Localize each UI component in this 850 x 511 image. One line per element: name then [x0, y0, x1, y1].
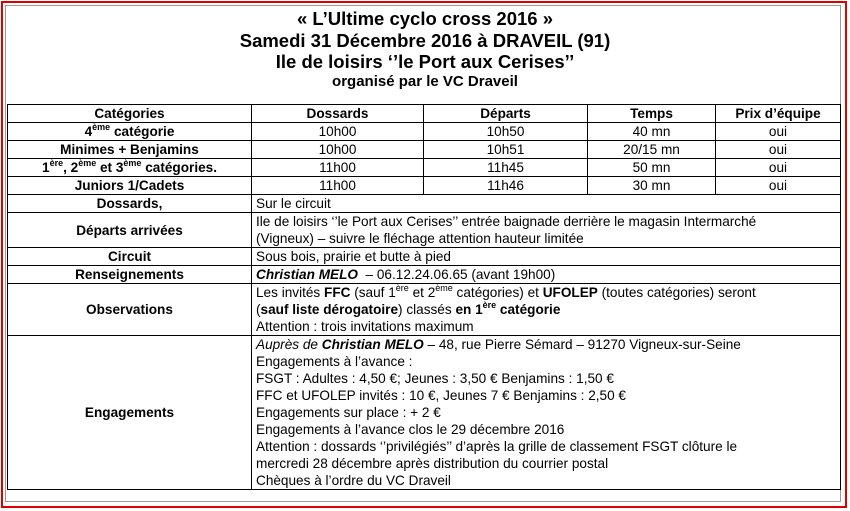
prix-cell: oui [716, 141, 841, 159]
engagements-label: Engagements [8, 336, 252, 490]
temps-cell: 30 mn [588, 177, 716, 195]
info-row-departs [8, 213, 841, 248]
document-header [0, 8, 850, 90]
category-cell: Minimes + Benjamins [8, 141, 252, 159]
renseignements-label: Renseignements [8, 266, 252, 284]
dossards-cell: 11h00 [252, 159, 424, 177]
dossards-cell: 10h00 [252, 123, 424, 141]
table-row [8, 159, 841, 177]
dossards-label: Dossards, [8, 195, 252, 213]
header-prix: Prix d’équipe [716, 105, 841, 123]
departs-cell: 10h51 [424, 141, 588, 159]
event-date: Samedi 31 Décembre 2016 à DRAVEIL (91) [239, 29, 611, 51]
temps-cell: 50 mn [588, 159, 716, 177]
header-departs: Départs [424, 105, 588, 123]
header-categories: Catégories [8, 105, 252, 123]
departs-cell: 11h46 [424, 177, 588, 195]
event-organizer: organisé par le VC Draveil [332, 72, 518, 90]
event-table [7, 104, 841, 490]
dossards-cell: 10h00 [252, 141, 424, 159]
departs-label: Départs arrivées [8, 213, 252, 248]
table-row [8, 177, 841, 195]
prix-cell: oui [716, 177, 841, 195]
info-row-engagements [8, 336, 841, 490]
table-header-row [8, 105, 841, 123]
circuit-text: Sous bois, prairie et butte à pied [252, 248, 841, 266]
prix-cell: oui [716, 159, 841, 177]
table-row [8, 123, 841, 141]
info-row-observations [8, 284, 841, 336]
dossards-cell: 11h00 [252, 177, 424, 195]
renseignements-text: Christian MELO – 06.12.24.06.65 (avant 19h00) [252, 266, 841, 284]
departs-text: Ile de loisirs ‘’le Port aux Cerises’’ entrée baignade derrière le magasin Intermarché (Vigneux) – suivre le fléchage attention hauteur limitée [252, 213, 841, 248]
info-row-dossards [8, 195, 841, 213]
info-row-renseignements [8, 266, 841, 284]
dossards-text: Sur le circuit [252, 195, 841, 213]
temps-cell: 40 mn [588, 123, 716, 141]
temps-cell: 20/15 mn [588, 141, 716, 159]
contact-name: Christian MELO [256, 267, 358, 282]
info-row-circuit [8, 248, 841, 266]
table-row [8, 141, 841, 159]
observations-text: Les invités FFC (sauf 1ère et 2ème catégories) et UFOLEP (toutes catégories) seront (sauf liste dérogatoire) classés en 1ère catégorie Attention : trois invitations maximum [252, 284, 841, 336]
departs-cell: 11h45 [424, 159, 588, 177]
event-title: « L’Ultime cyclo cross 2016 » [296, 8, 554, 29]
prix-cell: oui [716, 123, 841, 141]
category-cell: 1ère, 2ème et 3ème catégories. [8, 159, 252, 177]
departs-cell: 10h50 [424, 123, 588, 141]
observations-label: Observations [8, 284, 252, 336]
circuit-label: Circuit [8, 248, 252, 266]
header-dossards: Dossards [252, 105, 424, 123]
engagements-text: Auprès de Christian MELO – 48, rue Pierre Sémard – 91270 Vigneux-sur-Seine Engagements à l’avance : FSGT : Adultes : 4,50 €; Jeunes : 3,50 € Benjamins : 1,50 € FFC et UFOLEP invités : 10 €, Jeunes 7 € Benjamins : 2,50 € Engagements sur place : + 2 € Engagements à l’avance clos le 29 décembre 2016 Attention : dossards ‘’privilégiés’’ d’après la grille de classement FSGT clôture le mercredi 28 décembre après distribution du courrier postal Chèques à l’ordre du VC Draveil [252, 336, 841, 490]
category-cell: Juniors 1/Cadets [8, 177, 252, 195]
event-venue: Ile de loisirs ‘’le Port aux Cerises’’ [275, 51, 575, 72]
category-cell: 4ème catégorie [8, 123, 252, 141]
header-temps: Temps [588, 105, 716, 123]
